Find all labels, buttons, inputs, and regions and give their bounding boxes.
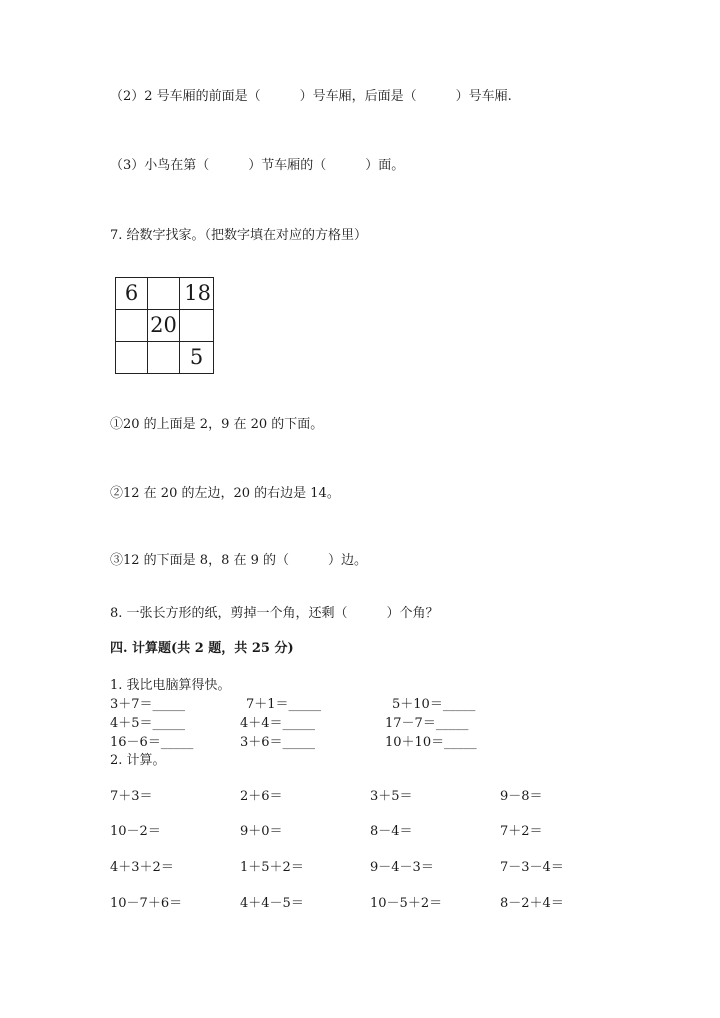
calc-item: 2＋6＝ — [240, 789, 283, 804]
quick-calc-item: 3＋7＝_____ — [110, 697, 186, 712]
q7-clue-2: ②12 在 20 的左边，20 的右边是 14。 — [110, 486, 340, 501]
part-1-title: 1. 我比电脑算得快。 — [110, 678, 231, 693]
quick-calc-item: 16－6＝_____ — [110, 735, 194, 750]
calc-item: 9－4－3＝ — [370, 860, 434, 875]
quick-calc-item: 10＋10＝_____ — [385, 735, 477, 750]
calc-item: 7＋2＝ — [500, 824, 543, 839]
calc-item: 4＋3＋2＝ — [110, 860, 174, 875]
grid-cell[interactable] — [148, 342, 180, 374]
calc-item: 7－3－4＝ — [500, 860, 564, 875]
q7-clue-1: ①20 的上面是 2，9 在 20 的下面。 — [110, 417, 324, 432]
quick-calc-item: 5＋10＝_____ — [392, 697, 476, 712]
grid-cell[interactable]: 6 — [116, 278, 148, 310]
grid-cell[interactable] — [116, 342, 148, 374]
calc-item: 7＋3＝ — [110, 789, 153, 804]
grid-cell[interactable] — [180, 310, 214, 342]
grid-cell[interactable]: 20 — [148, 310, 180, 342]
q7-title: 7. 给数字找家。（把数字填在对应的方格里） — [110, 228, 368, 243]
quick-calc-item: 4＋5＝_____ — [110, 716, 186, 731]
part-2-title: 2. 计算。 — [110, 753, 166, 768]
calc-item: 4＋4－5＝ — [240, 896, 304, 911]
calc-item: 9－8＝ — [500, 789, 543, 804]
q6-part2: （2）2 号车厢的前面是（ ）号车厢，后面是（ ）号车厢. — [110, 89, 512, 104]
grid-cell[interactable]: 5 — [180, 342, 214, 374]
number-grid — [115, 277, 214, 374]
quick-calc-item: 4＋4＝_____ — [240, 716, 316, 731]
q7-clue-3: ③12 的下面是 8，8 在 9 的（ ）边。 — [110, 553, 368, 568]
calc-item: 8－2＋4＝ — [500, 896, 564, 911]
calc-item: 1＋5＋2＝ — [240, 860, 304, 875]
section-4-title: 四. 计算题(共 2 题，共 25 分) — [110, 641, 294, 656]
q8-text: 8. 一张长方形的纸，剪掉一个角，还剩（ ）个角？ — [110, 606, 439, 621]
grid-cell[interactable]: 18 — [180, 278, 214, 310]
grid-cell[interactable] — [116, 310, 148, 342]
calc-item: 3＋5＝ — [370, 789, 413, 804]
calc-item: 10－7＋6＝ — [110, 896, 183, 911]
calc-item: 8－4＝ — [370, 824, 413, 839]
calc-item: 10－2＝ — [110, 824, 161, 839]
quick-calc-item: 17－7＝_____ — [385, 716, 469, 731]
q6-part3: （3）小鸟在第（ ）节车厢的（ ）面。 — [110, 158, 405, 173]
grid-cell[interactable] — [148, 278, 180, 310]
calc-item: 9＋0＝ — [240, 824, 283, 839]
quick-calc-item: 3＋6＝_____ — [240, 735, 316, 750]
quick-calc-item: 7＋1＝_____ — [246, 697, 322, 712]
calc-item: 10－5＋2＝ — [370, 896, 443, 911]
